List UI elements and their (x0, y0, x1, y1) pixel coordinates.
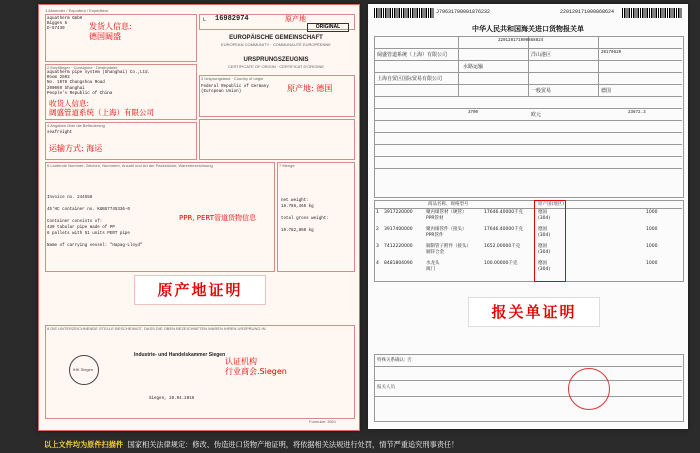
consignee-header: 2 Empfänger · Consignee · Destinataire (47, 65, 118, 70)
footer-text: 国家相关法律规定：修改、伪造进口货物产地证明，将依据相关法规进行处罚，情节严重追究刑事责任！ (127, 440, 459, 449)
goods-header: 6 Laufende Nummer; Zeichen, Nummern, Anzahl und Art der Packstücke; Warenbezeichnung (47, 163, 213, 168)
remarks-box (199, 119, 355, 160)
table-row: 2 3917400000 聚丙烯管件（接头） PPR管件 17646.40000千克 德国 (304) 1000 (376, 227, 658, 238)
net-weight-value: 18.786,465 kg (281, 205, 314, 209)
transport-mode: 水路运输 (463, 64, 484, 70)
date: 20170620 (601, 51, 622, 55)
origin-country-annotation: 原产地: 德国 (287, 84, 333, 93)
barcode-left-icon (374, 8, 434, 18)
barcode-right-text: 220120171000868624 (560, 9, 615, 15)
sender-lines: aquatherm GmbH Biggen 5 D-57439 (47, 17, 83, 32)
eu-title: EUROPÄISCHE GEMEINSCHAFT (229, 35, 323, 41)
bottom-grid (374, 354, 684, 422)
special-relation: 特殊关系确认: 否 (377, 358, 412, 363)
sender-annotation: 发货人信息: 德国阔盛 (89, 22, 132, 41)
disclaimer-footer (0, 436, 700, 453)
consignee: 上海自贸区国际贸易有限公司 (377, 76, 443, 82)
table-row: 1 3917220000 聚丙烯管材（硬管） PPR管材 17646.40000千克 德国 (304) 1000 (376, 210, 658, 221)
quantity-header: 7 Menge (279, 163, 295, 168)
customs-declaration (368, 4, 688, 429)
gross-weight-value: 19.782,850 kg (281, 229, 314, 233)
chamber-name: Industrie- und Handelskammer Siegen (134, 352, 226, 358)
origin-proof-stamp: 原产地证明 (134, 275, 266, 305)
chamber-annotation: 认证机构 行业商会.Siegen (225, 357, 287, 376)
cert-number: 16982974 (215, 15, 249, 23)
importer: 阔盛管道系统（上海）有限公司 (377, 52, 448, 58)
tax-code: 3700 (468, 111, 479, 115)
gross-kg: 23672.3 (628, 111, 646, 115)
goods-annotation: PPR, PERT管道货物信息 (179, 214, 257, 222)
trade-mode: 一般贸易 (531, 88, 552, 94)
customs-proof-stamp: 报关单证明 (468, 297, 600, 327)
currency: 欧元 (531, 112, 542, 118)
header-number: 220120171000868824 (498, 39, 544, 43)
net-weight-label: net weight: (281, 199, 309, 203)
origin-place-label: 原产地 (285, 15, 306, 23)
country-germany: 德国 (601, 88, 612, 94)
gross-weight-label: total gross weight: (281, 217, 329, 221)
barcode-right-icon (622, 8, 682, 18)
transport-header: 4 Angaben über die Beförderung (47, 123, 105, 128)
port: 洋山港区 (531, 52, 552, 58)
customs-title: 中华人民共和国海关进口货物报关单 (472, 25, 584, 33)
origin-country-value: Federal Republic of Germany (European Union) (201, 85, 269, 95)
chamber-header: 8 DIE UNTERZEICHNENDE STELLE BESCHEINIGT, DASS DIE OBEN BEZEICHNETEN WAREN IHREN URSPRUNG IN (47, 326, 266, 331)
footer-lead: 以上文件均为原件扫描件 (44, 440, 124, 449)
ursprung-title: URSPRUNGSZEUGNIS (243, 57, 309, 63)
barcode-left-text: J79631700001876232 (436, 9, 491, 15)
goods-lines: Invoice no. 244558 45'HC container no. KUBU7745336-0 Container consists of: 430 tubular pipe made of PP 6 pallets with 51 units PERT pipe Name of carrying vessel: "Hapag-Lloyd" (47, 196, 143, 248)
original-badge: ORIGINAL (307, 23, 349, 32)
origin-country-box (199, 75, 355, 117)
declarant: 报关人员 (377, 385, 395, 390)
col-origin: 原产国(地区) (538, 202, 565, 207)
consignee-annotation: 收货人信息: 阔盛管道系统（上海）有限公司 (49, 99, 154, 117)
consignee-lines: aquatherm pipe system (Shanghai) Co.,Ltd. Room 2503 No. 1078 Changshou Road 200060 Shanghai People's Republic of China (47, 71, 151, 96)
ursprung-subtitle: CERTIFICATE OF ORIGIN · CERTIFICAT D'ORIGINE (227, 64, 325, 69)
form-number: Formular: 3501 (309, 419, 337, 424)
transport-value: seafreight (47, 131, 73, 135)
col-goods: 商品名称、规格型号 (428, 202, 469, 207)
eu-subtitle: EUROPEAN COMMUNITY · COMMUNAUTÉ EUROPÉENNE (221, 42, 331, 47)
customs-seal-icon (568, 368, 610, 410)
table-row: 3 7412220000 铜制管子附件（接头） 铜锌合金 1652.00000千克 德国 (304) 1000 (376, 244, 658, 255)
origin-country-header: 3 Ursprungsland · Country of origin (201, 76, 264, 81)
transport-annotation: 运输方式: 海运 (49, 144, 103, 153)
chamber-date: Siegen, 28.04.2016 (149, 397, 195, 401)
cert-number-prefix: L (203, 17, 207, 23)
certificate-of-origin (38, 4, 360, 431)
sender-header: 1 Absender / Exporteur / Expéditeur (45, 8, 109, 13)
table-row: 4 8481804090 水龙头 阀门 100.00000千克 德国 (304) 1000 (376, 261, 658, 272)
chamber-seal-text: IHK Siegen (72, 367, 94, 372)
